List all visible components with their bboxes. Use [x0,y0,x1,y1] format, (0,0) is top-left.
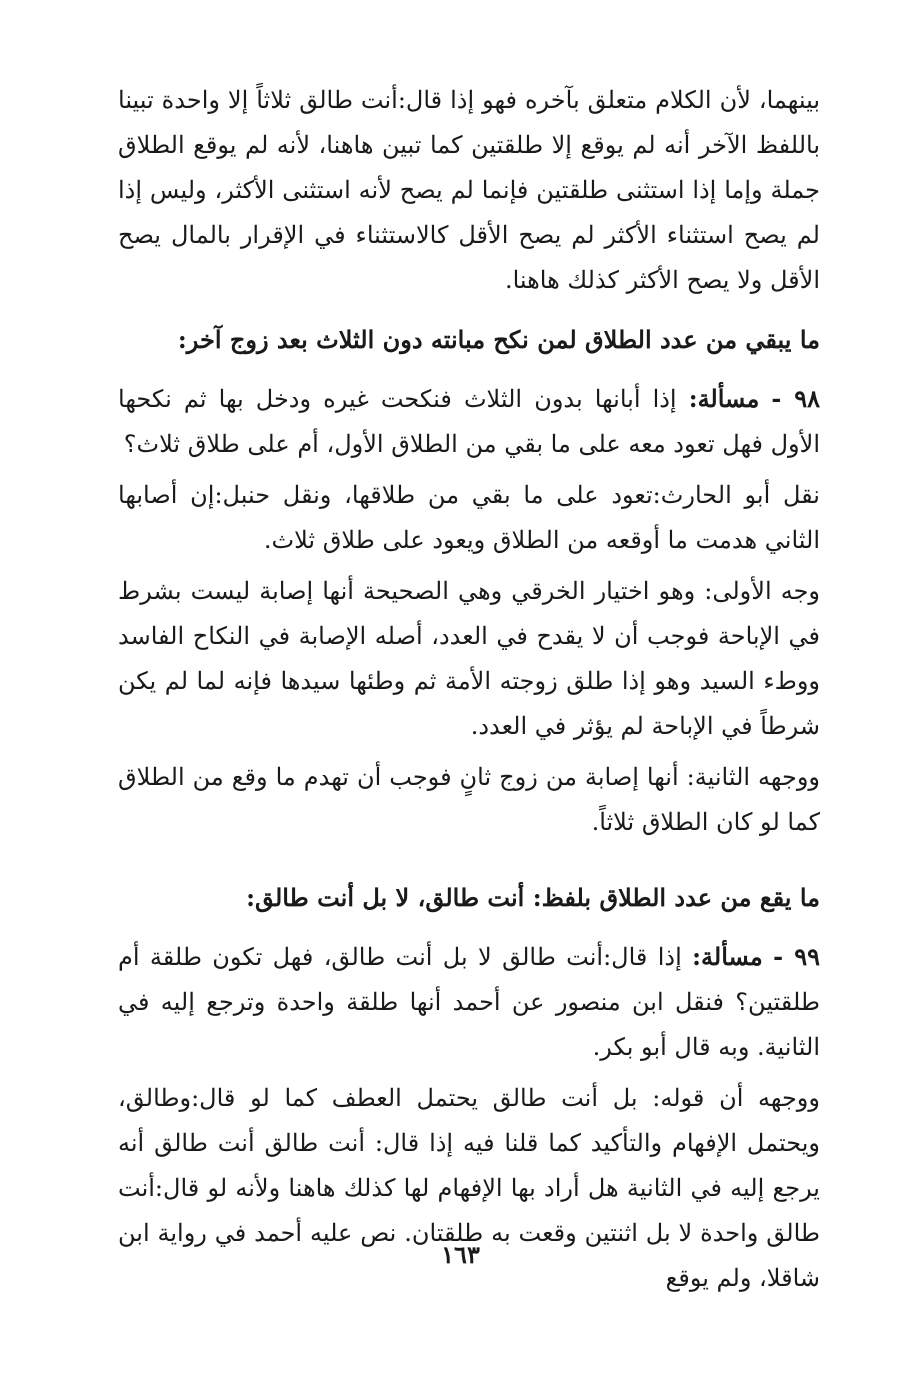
paragraph-narrations: نقل أبو الحارث:تعود على ما بقي من طلاقها، ونقل حنبل:إن أصابها الثاني هدمت ما أوقعه من الطلاق ويعود على طلاق ثلاث. [118,481,820,554]
page-body [118,78,820,1301]
issue-number: ٩٩ - [773,942,820,971]
issue-text: إذا أبانها بدون الثلاث فنكحت غيره ودخل بها ثم نكحها الأول فهل تعود معه على ما بقي من الطلاق الأول، أم على طلاق ثلاث؟ [118,385,820,458]
issue-label: مسألة: [688,384,760,413]
issue-number: ٩٨ - [771,384,820,413]
paragraph-1: بينهما، لأن الكلام متعلق بآخره فهو إذا قال:أنت طالق ثلاثاً إلا واحدة تبينا باللفظ الآخر أنه لم يوقع إلا طلقتين كما تبين هاهنا، لأنه لم يوقع الطلاق جملة وإما إذا استثنى طلقتين فإنما لم يصح لأنه استثنى الأكثر، وليس إذا لم يصح استثناء الأكثر لم يصح الأقل كالاستثناء في الإقرار بالمال يصح الأقل ولا يصح الأكثر كذلك هاهنا. [118,86,820,294]
section-heading-1: ما يبقي من عدد الطلاق لمن نكح مبانته دون الثلاث بعد زوج آخر: [177,325,820,354]
paragraph-issue-99 [118,934,820,1070]
paragraph-second-view: ووجهه الثانية: أنها إصابة من زوج ثانٍ فوجب أن تهدم ما وقع من الطلاق كما لو كان الطلاق ثلاثاً. [118,763,820,836]
page-number: ١٦٣ [441,1240,480,1269]
paragraph-explanation: ووجهه أن قوله: بل أنت طالق يحتمل العطف كما لو قال:وطالق، ويحتمل الإفهام والتأكيد كما قلنا فيه إذا قال: أنت طالق أنت طالق أنه يرجع إليه في الثانية هل أراد بها الإفهام لها كذلك هاهنا ولأنه لو قال:أنت طالق واحدة لا بل اثنتين وقعت به طلقتان. نص عليه أحمد في رواية ابن شاقلا، ولم يوقع [118,1084,820,1292]
section-heading-2: ما يقع من عدد الطلاق بلفظ: أنت طالق، لا بل أنت طالق: [246,883,820,912]
issue-text: إذا قال:أنت طالق لا بل أنت طالق، فهل تكون طلقة أم طلقتين؟ فنقل ابن منصور عن أحمد أنها طلقة واحدة وترجع إليه في الثانية. وبه قال أبو بكر. [118,943,820,1061]
paragraph-issue-98 [118,376,820,467]
issue-label: مسألة: [692,942,763,971]
paragraph-first-view: وجه الأولى: وهو اختيار الخرقي وهي الصحيحة أنها إصابة ليست بشرط في الإباحة فوجب أن لا يقدح في العدد، أصله الإصابة في النكاح الفاسد ووطء السيد وهو إذا طلق زوجته الأمة ثم وطئها سيدها فإنه لما لم يكن شرطاً في الإباحة لم يؤثر في العدد. [118,577,820,740]
